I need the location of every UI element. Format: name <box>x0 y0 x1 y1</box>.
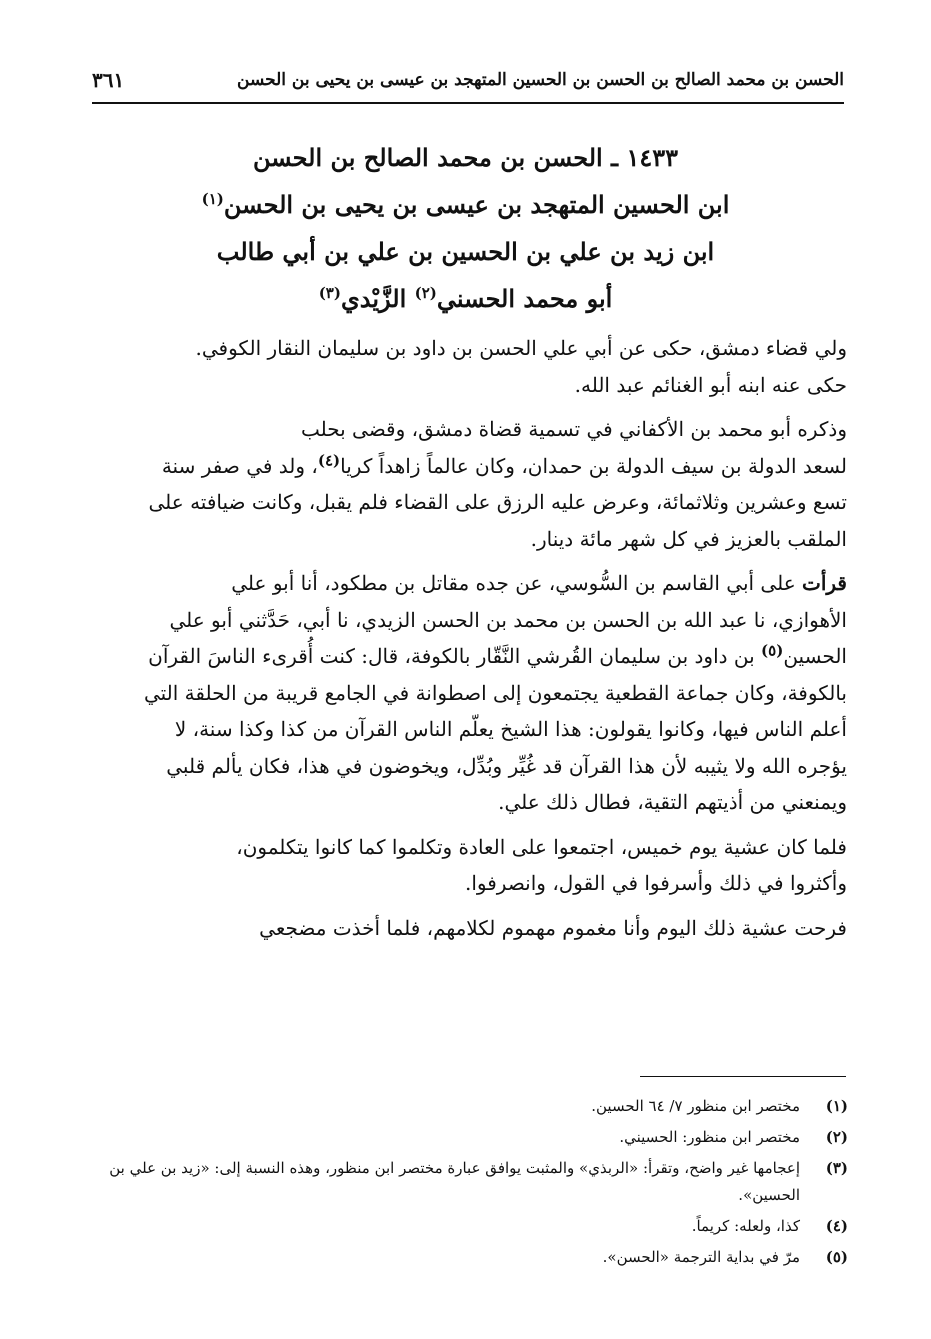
text-line <box>100 638 847 675</box>
text-line: الملقب بالعزيز في كل شهر مائة دينار. <box>530 526 847 551</box>
footnote-number: (٣) <box>825 1159 848 1177</box>
text-line: فلما كان عشية يوم خميس، اجتمعوا على العادة وتكلموا كما كانوا يتكلمون، <box>236 834 847 859</box>
page-number: ٣٦١ <box>92 68 125 92</box>
footnote-text: مختصر ابن منظور ٧/ ٦٤ الحسين. <box>591 1097 800 1115</box>
footnote-text: مرّ في بداية الترجمة «الحسن». <box>602 1248 800 1266</box>
heading-text-3: ابن زيد بن علي بن الحسين بن علي بن أبي طالب <box>216 237 715 266</box>
running-header <box>92 68 844 104</box>
text-span: الحسين <box>783 644 847 668</box>
heading-line-4 <box>100 275 831 322</box>
heading-text-4b: الزَّيْدي <box>340 284 407 313</box>
running-title: الحسن بن محمد الصالح بن الحسن بن الحسين المتهجد بن عيسى بن يحيى بن الحسن <box>237 70 844 90</box>
footnote-number: (٥) <box>825 1248 848 1266</box>
footnote-marker-3[interactable]: (٣) <box>318 284 341 302</box>
footnote-2 <box>100 1124 848 1151</box>
footnote-text: إعجامها غير واضح، وتقرأ: «الربذي» والمثبت يوافق عبارة مختصر ابن منظور، وهذه النسبة إلى: «زيد بن علي بن الحسين». <box>109 1159 800 1204</box>
text-line: بالكوفة، وكان جماعة القطعية يجتمعون إلى اصطوانة في الجامع قريبة من الحلقة التي <box>143 680 847 705</box>
body-text <box>100 330 847 954</box>
footnote-number: (١) <box>825 1097 848 1115</box>
footnote-4 <box>100 1213 848 1240</box>
text-span: ، ولد في صفر سنة <box>161 453 318 478</box>
paragraph-5 <box>100 910 847 947</box>
text-line: فرحت عشية ذلك اليوم وأنا مغموم مهموم لكلامهم، فلما أخذت مضجعي <box>259 915 847 940</box>
footnotes <box>100 1093 848 1275</box>
paragraph-1 <box>100 330 847 403</box>
text-span: لسعد الدولة بن سيف الدولة بن حمدان، وكان عالماً زاهداً كريا <box>340 453 847 478</box>
footnote-text: كذا، ولعله: كريماً. <box>691 1217 800 1235</box>
text-line <box>100 448 847 485</box>
text-line: ولي قضاء دمشق، حكى عن أبي علي الحسن بن داود بن سليمان النقار الكوفي. <box>195 336 847 360</box>
heading-text-1: ١٤٣٣ ـ الحسن بن محمد الصالح بن الحسن <box>252 143 678 172</box>
heading-text-4a: أبو محمد الحسني <box>436 284 613 313</box>
footnote-marker-1[interactable]: (١) <box>201 190 224 208</box>
paragraph-3 <box>100 565 847 821</box>
text-line: ويمنعني من أذيتهم التقية، فطال ذلك علي. <box>498 790 847 814</box>
text-line: أعلم الناس فيها، وكانوا يقولون: هذا الشيخ يعلّم الناس القرآن من كذا وكذا سنة، لا <box>174 717 847 741</box>
footnote-number: (٢) <box>825 1128 848 1146</box>
footnote-number: (٤) <box>825 1217 848 1235</box>
footnote-text: مختصر ابن منظور: الحسيني. <box>619 1128 800 1146</box>
text-span: بن داود بن سليمان القُرشي النَّقّار بالكوفة، قال: كنت أُقرىء الناسَ القرآن <box>148 644 755 668</box>
footnote-separator <box>640 1076 846 1077</box>
footnote-marker-5[interactable]: (٥) <box>761 641 784 660</box>
footnote-5 <box>100 1244 848 1271</box>
text-line: حكى عنه ابنه أبو الغنائم عبد الله. <box>574 372 847 397</box>
text-line: يؤجره الله ولا يثيبه لأن هذا القرآن قد غُيِّر وبُدِّل، ويخوضون في هذا، فكان يألم قلبي <box>166 753 847 778</box>
heading-text-2: ابن الحسين المتهجد بن عيسى بن يحيى بن الحسن <box>223 190 730 219</box>
text-line: الأهوازي، نا عبد الله بن الحسن بن محمد بن الحسن الزيدي، نا أبي، حَدَّثني أبو علي <box>169 607 847 632</box>
text-line: وذكره أبو محمد بن الأكفاني في تسمية قضاة دمشق، وقضى بحلب <box>300 417 847 441</box>
text-span: على أبي القاسم بن السُّوسي، عن جده مقاتل بن مطكود، أنا أبو علي <box>231 571 796 595</box>
footnote-1 <box>100 1093 848 1120</box>
heading-line-1 <box>100 134 831 181</box>
paragraph-4 <box>100 829 847 902</box>
lead-word: قرأت <box>802 571 847 595</box>
heading-line-3 <box>100 228 831 275</box>
text-line: وأكثروا في ذلك وأسرفوا في القول، وانصرفوا. <box>465 871 847 895</box>
text-line <box>100 565 847 602</box>
paragraph-2 <box>100 411 847 557</box>
footnote-marker-4[interactable]: (٤) <box>317 450 341 469</box>
heading-line-2 <box>100 181 831 228</box>
footnote-marker-2[interactable]: (٢) <box>414 284 437 302</box>
entry-heading <box>100 134 831 322</box>
text-line: تسع وعشرين وثلاثمائة، وعرض عليه الرزق على القضاء فلم يقبل، وكانت ضيافته على <box>148 490 847 514</box>
footnote-3 <box>100 1155 848 1209</box>
